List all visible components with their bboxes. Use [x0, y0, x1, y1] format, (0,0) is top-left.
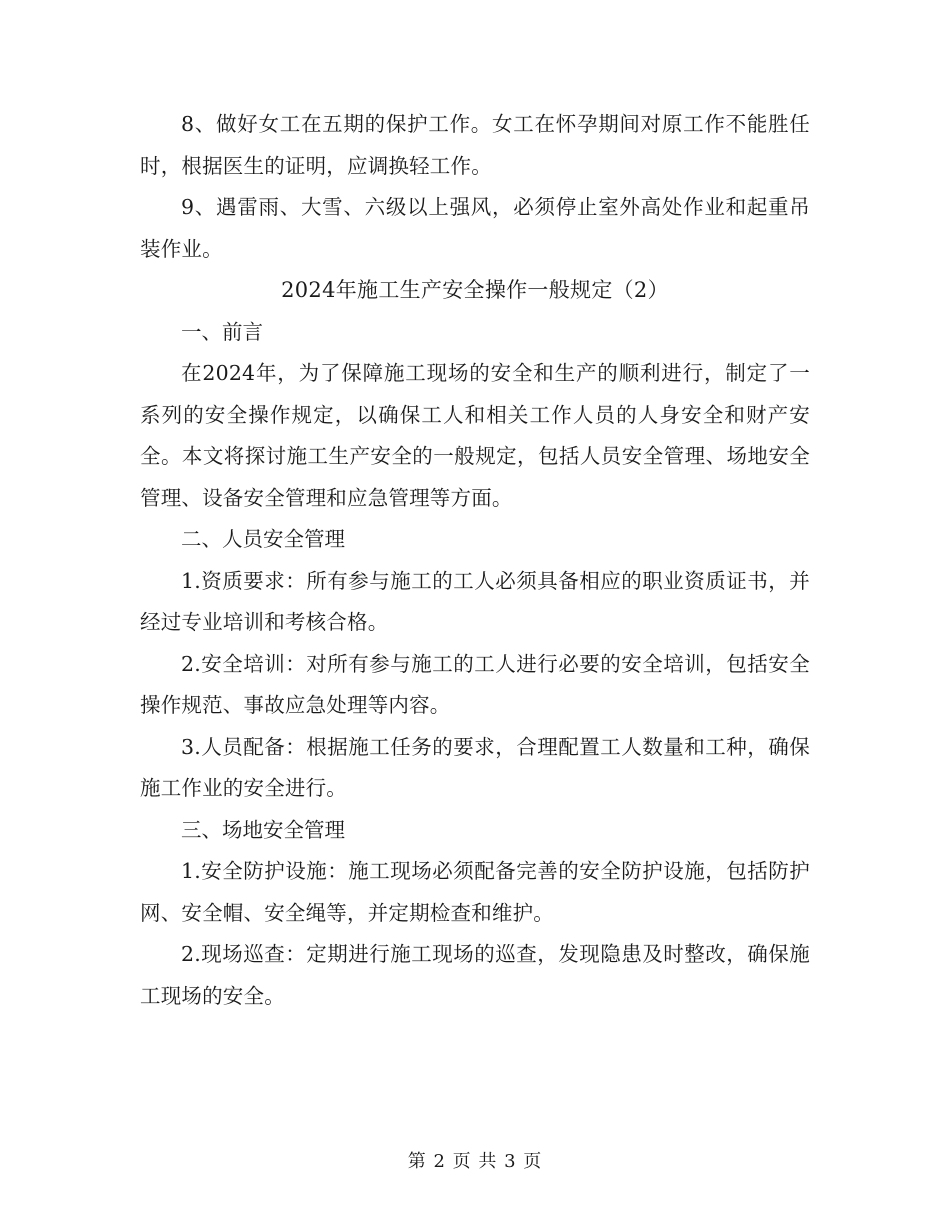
personnel-item-1: 1.资质要求：所有参与施工的工人必须具备相应的职业资质证书，并经过专业培训和考核合格。 [140, 568, 810, 634]
document-title: 2024年施工生产安全操作一般规定（2） [281, 278, 669, 302]
section-heading-personnel: 二、人员安全管理 [181, 527, 345, 551]
site-item-1: 1.安全防护设施：施工现场必须配备完善的安全防护设施，包括防护网、安全帽、安全绳等，并定期检查和维护。 [140, 859, 810, 925]
document-body [140, 104, 810, 1017]
paragraph-item-8: 8、做好女工在五期的保护工作。女工在怀孕期间对原工作不能胜任时，根据医生的证明，应调换轻工作。 [140, 112, 810, 178]
section-heading-preface: 一、前言 [181, 319, 263, 344]
personnel-item-2: 2.安全培训：对所有参与施工的工人进行必要的安全培训，包括安全操作规范、事故应急处理等内容。 [140, 651, 810, 717]
personnel-item-3: 3.人员配备：根据施工任务的要求，合理配置工人数量和工种，确保施工作业的安全进行。 [140, 734, 810, 800]
page-number-text: 第 2 页 共 3 页 [407, 1151, 543, 1172]
section-heading-site: 三、场地安全管理 [181, 817, 345, 842]
paragraph-item-9: 9、遇雷雨、大雪、六级以上强风，必须停止室外高处作业和起重吊装作业。 [140, 195, 810, 261]
page-footer [0, 1147, 950, 1173]
site-item-2: 2.现场巡查：定期进行施工现场的巡查，发现隐患及时整改，确保施工现场的安全。 [140, 942, 810, 1008]
preface-paragraph: 在2024年，为了保障施工现场的安全和生产的顺利进行，制定了一系列的安全操作规定，以确保工人和相关工作人员的人身安全和财产安全。本文将探讨施工生产安全的一般规定，包括人员安全管理、场地安全管理、设备安全管理和应急管理等方面。 [140, 361, 810, 510]
